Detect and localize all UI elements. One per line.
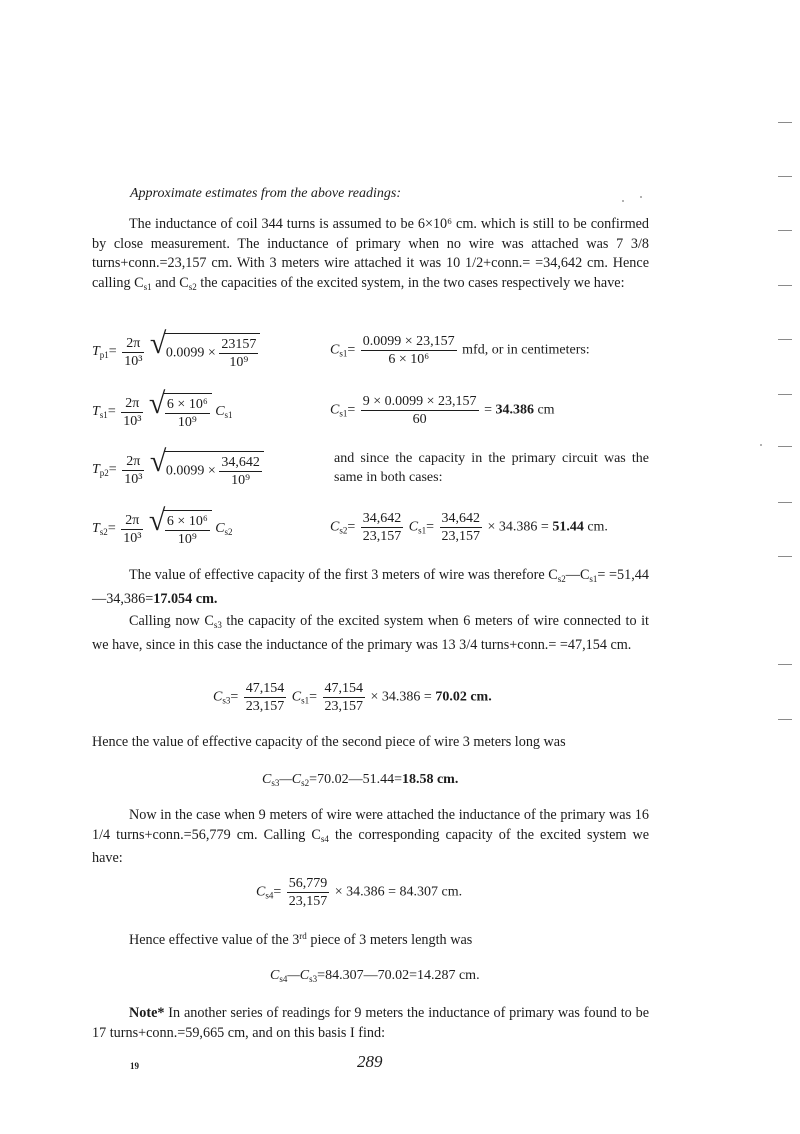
sqrt-symbol: √ 0.0099 × $\frac{23157}{\text{10⁹}}$ — [150, 333, 260, 371]
scan-speck — [760, 444, 762, 446]
sqrt-symbol: √ $\frac{\text{6 × 10⁶}}{\text{10⁹}}$ — [149, 510, 212, 548]
footer-signature-number: 19 — [130, 1061, 139, 1071]
formula-cs4: $C_{s4}=$ $\frac{56,779}{23,157}$ × 34.386 = 84.307 cm. — [256, 876, 463, 909]
formula-cs1-value: $C_{s1}=$ $\frac{9 \times 0.0099 \times 23,157}{60}$ = 34.386 cm — [330, 394, 555, 427]
note-paragraph: Note* In another series of readings for 9 meters the inductance of primary was found to be 17 turns+conn.=59,665 cm, and on this basis I find: — [92, 1005, 649, 1041]
margin-tick — [778, 176, 792, 177]
calling-cs3-paragraph: Calling now $C_{s3}$ the capacity of the excited system when 6 meters of wire connected to it we have, since in this case the inductance of the primary was 13 3/4 turns+conn.= =47,154 cm. — [92, 613, 649, 653]
margin-tick — [778, 502, 792, 503]
nine-meters-paragraph: Now in the case when 9 meters of wire were attached the inductance of the primary was 16 1/4 turns+conn.=56,779 cm. Calling $C_{s4}$ the corresponding capacity of the excited system we have: — [92, 807, 650, 866]
second-piece-paragraph: Hence the value of effective capacity of the second piece of wire 3 meters long was — [92, 734, 566, 750]
effective-capacity-first-paragraph: The value of effective capacity of the first 3 meters of wire was therefore $C_{s2}—C_{s1}=$ =51,44—34,386=17.054 cm. — [92, 567, 649, 607]
margin-tick — [778, 122, 792, 123]
margin-tick — [778, 394, 792, 395]
margin-tick — [778, 556, 792, 557]
formula-cs3-minus-cs2: $C_{s3}—C_{s2}=70.02—51.44=18.58$ cm. — [262, 772, 459, 788]
formula-tp2: $T_{p2}=$ $\frac{2\pi}{\text{10³}}$ √ 0.0099 × $\frac{34,642}{\text{10⁹}}$ — [92, 451, 264, 489]
formula-tp1: $T_{p1}=$ $\frac{2\pi}{\text{10³}}$ √ 0.0099 × $\frac{23157}{\text{10⁹}}$ — [92, 333, 260, 371]
page-number: 289 — [357, 1052, 383, 1071]
formula-cs3: $C_{s3}=$ $\frac{47,154}{23,157}$ $C_{s1}=$ $\frac{47,154}{23,157}$ × 34.386 = 70.02 cm. — [213, 681, 492, 714]
formula-cs4-minus-cs3: $C_{s4}—C_{s3}=84.307—70.02=14.287$ cm. — [270, 968, 480, 984]
section-heading: Approximate estimates from the above readings: — [130, 186, 402, 201]
scan-speck — [622, 200, 624, 202]
intro-paragraph: The inductance of coil 344 turns is assumed to be 6×10⁶ cm. which is still to be confirmed by close measurement. The inductance of primary when no wire was attached was 7 3/8 turns+conn.=23,157 cm. With 3 meters wire attached it was 10 1/2+conn.= =34,642 cm. Hence calling $C_{s1}$ and $C_{s2}$ the capacities of the excited system, in the two cases respectively we have: — [92, 216, 649, 292]
margin-tick — [778, 664, 792, 665]
formula-cs1: $C_{s1}=$ $\frac{0.0099 \times 23,157}{\text{6 × 10⁶}}$ mfd, or in centimeters: — [330, 334, 590, 367]
margin-tick — [778, 285, 792, 286]
sqrt-symbol: √ 0.0099 × $\frac{34,642}{\text{10⁹}}$ — [150, 451, 264, 489]
formula-ts2: $T_{s2}=$ $\frac{2\pi}{\text{10³}}$ √ $\frac{\text{6 × 10⁶}}{\text{10⁹}}$ $C_{s2}$ — [92, 504, 233, 547]
sqrt-symbol: √ $\frac{\text{6 × 10⁶}}{\text{10⁹}}$ — [149, 393, 212, 431]
formula-ts1: $T_{s1}=$ $\frac{2\pi}{\text{10³}}$ √ $\frac{\text{6 × 10⁶}}{\text{10⁹}}$ $C_{s1}$ — [92, 387, 233, 430]
margin-tick — [778, 230, 792, 231]
formula-cs2: $C_{s2}=$ $\frac{34,642}{23,157}$ $C_{s1}=$ $\frac{34,642}{23,157}$ × 34.386 = 51.44 cm. — [330, 511, 608, 544]
since-text: and since the capacity in the primary circuit was the same in both cases: — [334, 451, 649, 485]
margin-tick — [778, 339, 792, 340]
third-piece-paragraph: Hence effective value of the 3rd piece of 3 meters length was — [129, 931, 473, 948]
margin-tick — [778, 719, 792, 720]
scan-speck — [640, 196, 642, 198]
margin-tick — [778, 446, 792, 447]
